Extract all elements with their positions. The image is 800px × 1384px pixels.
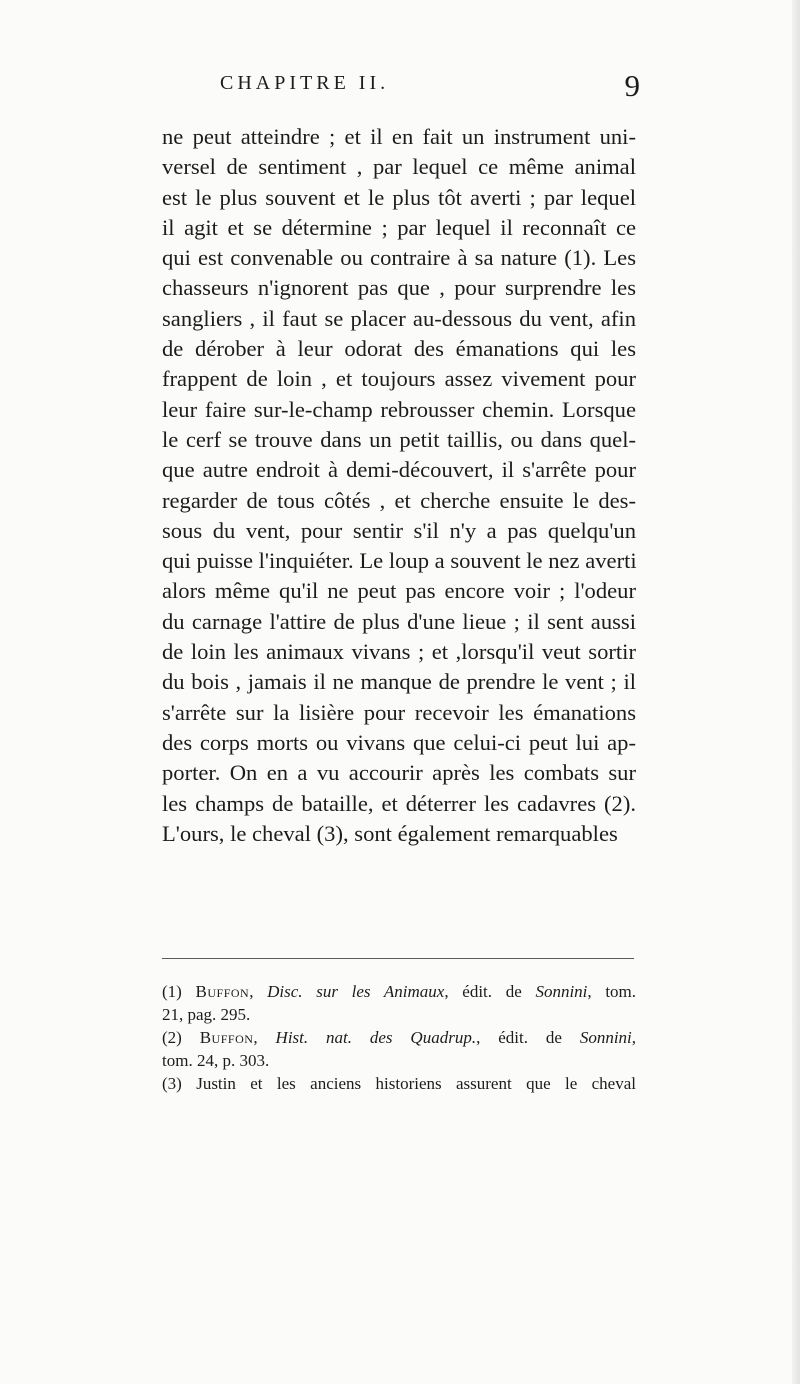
text-line: ne peut atteindre ; et il en fait un instrument uni-: [162, 124, 636, 149]
text-line: s'arrête sur la lisière pour recevoir les émanations: [162, 699, 636, 725]
footnote-author: Buffon: [195, 982, 250, 1001]
footnote-2-continuation: tom. 24, p. 303.: [162, 1051, 270, 1070]
text-line: est le plus souvent et le plus tôt averti ; par lequel: [162, 184, 636, 210]
footnote-tail: tom.: [605, 982, 637, 1001]
text-line: leur faire sur-le-champ rebrousser chemin. Lorsque: [162, 396, 636, 422]
footnote-edition: édit. de: [498, 1028, 562, 1047]
text-line: chasseurs n'ignorent pas que , pour surprendre les: [162, 275, 636, 301]
page-edge: [792, 0, 800, 1384]
text-line: sous du vent, pour sentir s'il n'y a pas quelqu'un: [162, 517, 636, 543]
footnote-2: (2) Buffon, Hist. nat. des Quadrup., édit. de Sonnini,: [162, 1028, 637, 1047]
footnote-marker: (1): [162, 982, 182, 1001]
text-line: il agit et se détermine ; par lequel il reconnaît ce: [162, 214, 636, 240]
footnote-author: Buffon: [199, 1028, 254, 1047]
text-line: versel de sentiment , par lequel ce même animal: [162, 154, 636, 180]
running-head: [220, 68, 640, 108]
text-line: L'ours, le cheval (3), sont également remarquables: [162, 820, 618, 846]
text-line: que autre endroit à demi-découvert, il s'arrête pour: [162, 457, 636, 483]
footnote-3: (3) Justin et les anciens historiens assurent que le cheval: [162, 1074, 636, 1093]
text-line: de dérober à leur odorat des émanations qui les: [162, 336, 636, 362]
footnote-editor: Sonnini: [535, 982, 588, 1001]
text-line: regarder de tous côtés , et cherche ensuite le des-: [162, 487, 636, 513]
footnote-1-continuation: 21, pag. 295.: [162, 1005, 251, 1024]
footnote-edition: édit. de: [462, 982, 522, 1001]
text-line: alors même qu'il ne peut pas encore voir ; l'odeur: [162, 578, 636, 604]
footnote-rule: [162, 958, 634, 959]
page-number: 9: [624, 68, 640, 103]
text-line: qui puisse l'inquiéter. Le loup a souvent le nez averti: [162, 548, 637, 574]
text-line: qui est convenable ou contraire à sa nature (1). Les: [162, 245, 636, 271]
text-line: du bois , jamais il ne manque de prendre le vent ; il: [162, 669, 636, 695]
footnote-marker: (2): [162, 1028, 182, 1047]
text-line: frappent de loin , et toujours assez vivement pour: [162, 366, 636, 392]
text-line: porter. On en a vu accourir après les combats sur: [162, 760, 636, 786]
text-line: le cerf se trouve dans un petit taillis, ou dans quel-: [162, 426, 636, 452]
body-text: [162, 122, 636, 849]
text-line: des corps morts ou vivans que celui-ci peut lui ap-: [162, 729, 636, 755]
text-line: sangliers , il faut se placer au-dessous du vent, afin: [162, 305, 636, 331]
footnote-1: (1) Buffon, Disc. sur les Animaux, édit. de Sonnini, tom.: [162, 982, 637, 1001]
chapter-title: CHAPITRE II.: [220, 72, 390, 94]
text-line: du carnage l'attire de plus d'une lieue ; il sent aussi: [162, 608, 636, 634]
text-line: les champs de bataille, et déterrer les cadavres (2).: [162, 790, 636, 816]
footnote-editor: Sonnini: [579, 1028, 632, 1047]
footnotes: [162, 980, 636, 1095]
footnote-work: Hist. nat. des Quadrup.: [275, 1028, 477, 1047]
footnote-work: Disc. sur les Animaux: [267, 982, 445, 1001]
text-line: de loin les animaux vivans ; et ,lorsqu'il veut sortir: [162, 639, 636, 665]
